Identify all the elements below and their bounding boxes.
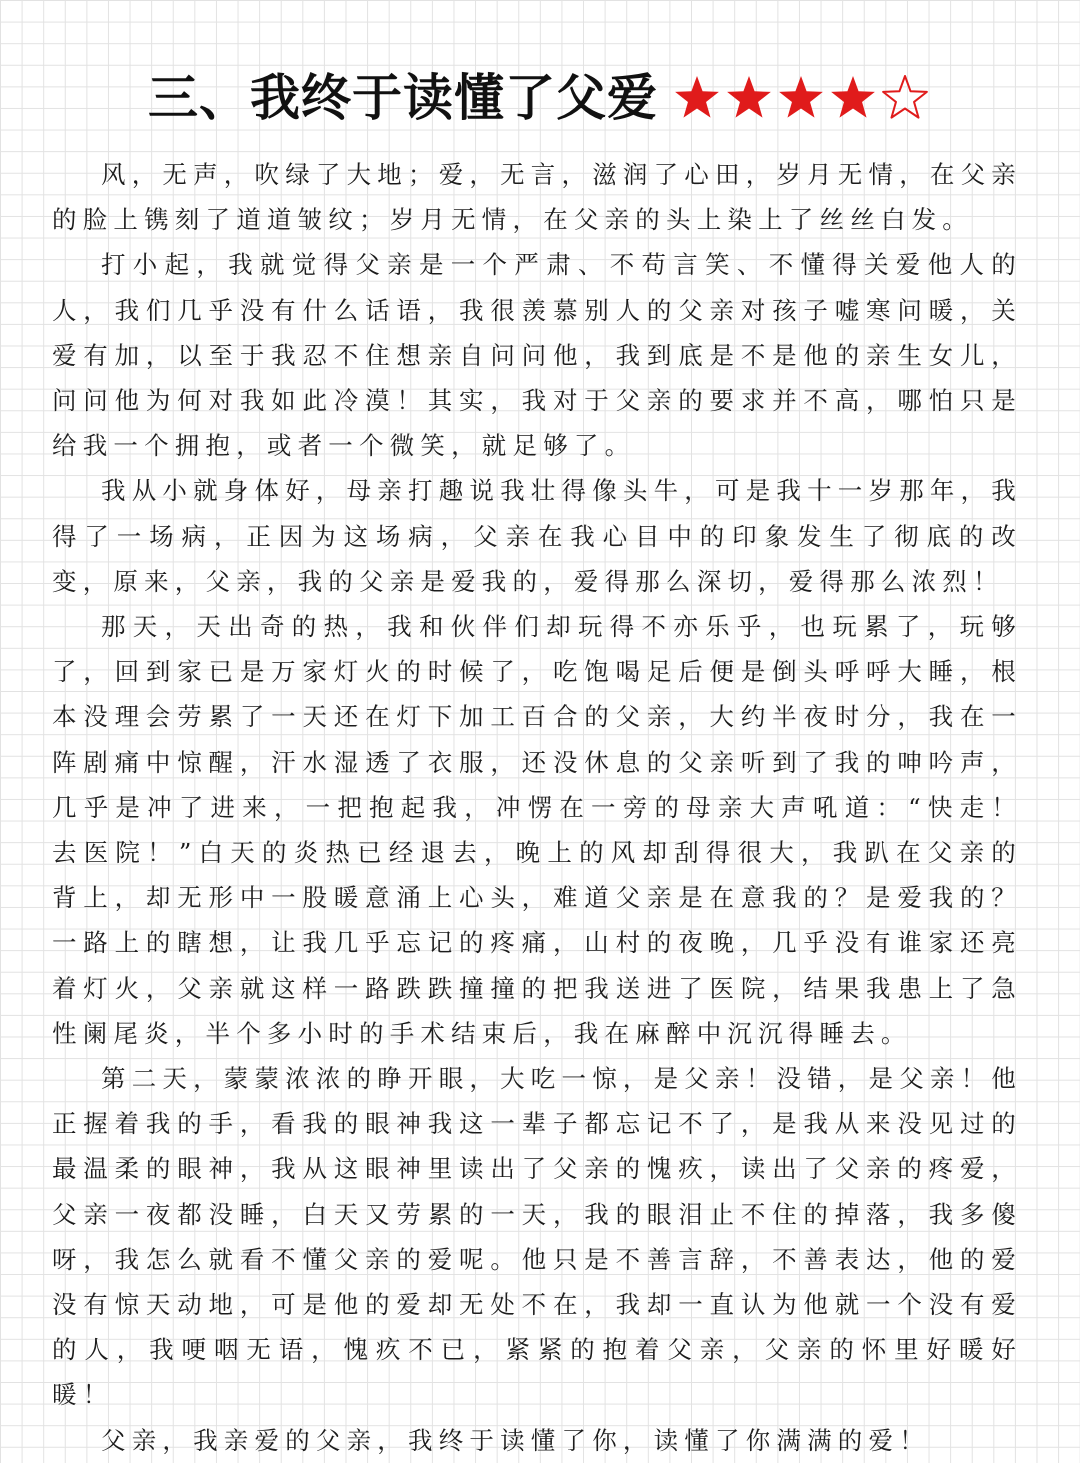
star-filled-shape — [675, 76, 719, 118]
page-title: 三、我终于读懂了父爱 — [148, 69, 658, 127]
star-filled-shape — [779, 76, 823, 118]
star-filled-shape — [727, 76, 771, 118]
paragraph-4: 那天，天出奇的热，我和伙伴们却玩得不亦乐乎，也玩累了，玩够了，回到家已是万家灯火的时候了，吃饱喝足后便是倒头呼呼大睡，根本没理会劳累了一天还在灯下加工百合的父亲，大约半夜时分，我在一阵剧痛中惊醒，汗水湿透了衣服，还没休息的父亲听到了我的呻吟声，几乎是冲了进来，一把抱起我，冲愣在一旁的母亲大声吼道：“快走！去医院！”白天的炎热已经退去，晚上的风却刮得很大，我趴在父亲的背上，却无形中一股暖意涌上心头，难道父亲是在意我的？是爱我的？一路上的瞎想，让我几乎忘记的疼痛，山村的夜晚，几乎没有谁家还亮着灯火，父亲就这样一路跌跌撞撞的把我送进了医院，结果我患上了急性阑尾炎，半个多小时的手术结束后，我在麻醉中沉沉得睡去。 — [52, 612, 1022, 1048]
star-filled-icon — [828, 73, 878, 123]
star-filled-icon — [724, 73, 774, 123]
paragraph-1: 风，无声，吹绿了大地；爱，无言，滋润了心田，岁月无情，在父亲的脸上镌刻了道道皱纹；岁月无情，在父亲的头上染上了丝丝白发。 — [52, 160, 1022, 235]
star-empty-shape — [883, 76, 927, 118]
star-filled-icon — [672, 73, 722, 123]
rating-stars — [672, 73, 932, 123]
paragraph-6: 父亲，我亲爱的父亲，我终于读懂了你，读懂了你满满的爱！ — [101, 1425, 930, 1455]
title-row — [0, 58, 1080, 138]
star-filled-icon — [776, 73, 826, 123]
paragraph-2: 打小起，我就觉得父亲是一个严肃、不苟言笑、不懂得关爱他人的人，我们几乎没有什么话语，我很羡慕别人的父亲对孩子嘘寒问暖，关爱有加，以至于我忍不住想亲自问问他，我到底是不是他的亲生女儿，问问他为何对我如此冷漠！其实，我对于父亲的要求并不高，哪怕只是给我一个拥抱，或者一个微笑，就足够了。 — [52, 250, 1022, 461]
star-empty-icon — [880, 73, 930, 123]
article-body — [52, 152, 1022, 1463]
paragraph-5: 第二天，蒙蒙浓浓的睁开眼，大吃一惊，是父亲！没错，是父亲！他正握着我的手，看我的眼神我这一辈子都忘记不了，是我从来没见过的最温柔的眼神，我从这眼神里读出了父亲的愧疚，读出了父亲的疼爱，父亲一夜都没睡，白天又劳累的一天，我的眼泪止不住的掉落，我多傻呀，我怎么就看不懂父亲的爱呢。他只是不善言辞，不善表达，他的爱没有惊天动地，可是他的爱却无处不在，我却一直认为他就一个没有爱的人，我哽咽无语，愧疚不已，紧紧的抱着父亲，父亲的怀里好暖好暖！ — [52, 1064, 1022, 1410]
paragraph-3: 我从小就身体好，母亲打趣说我壮得像头牛，可是我十一岁那年，我得了一场病，正因为这场病，父亲在我心目中的印象发生了彻底的改变，原来，父亲，我的父亲是爱我的，爱得那么深切，爱得那么浓烈！ — [52, 476, 1022, 596]
star-filled-shape — [831, 76, 875, 118]
